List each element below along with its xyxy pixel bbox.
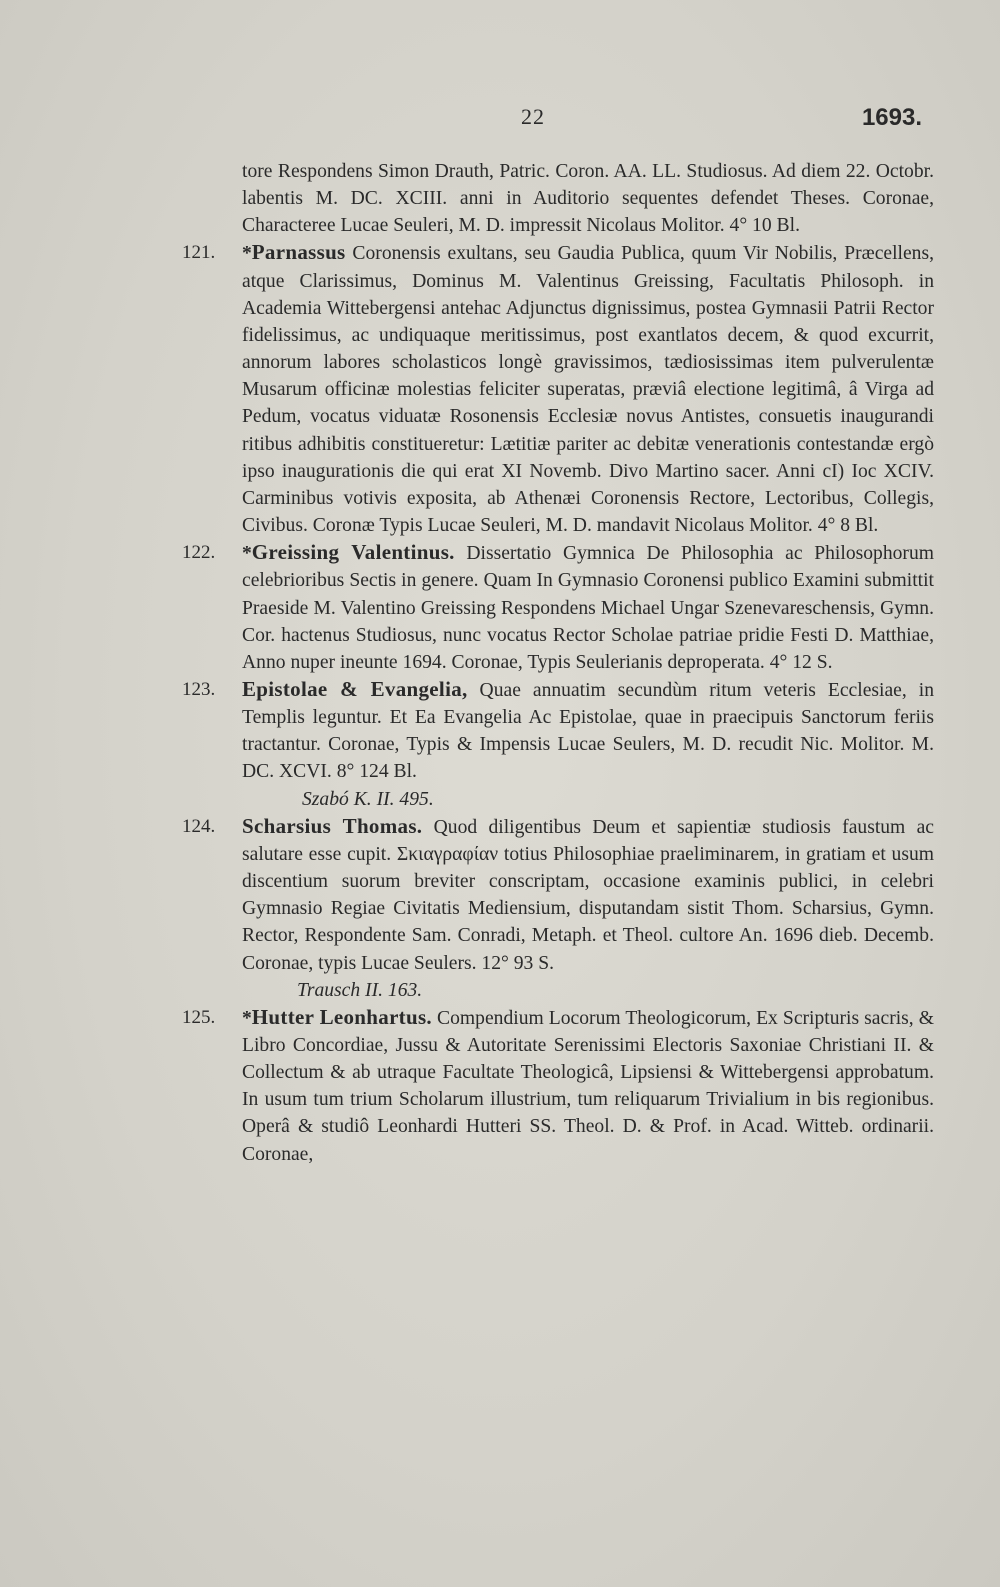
entry-reference: Szabó K. II. 495. xyxy=(302,788,434,810)
entry-text: Quae annuatim secundùm ritum veteris Ecclesiae, in Templis leguntur. Et Ea Evangelia Ac Epistolae, quae in praecipuis Sanctorum feriis tractantur. Coronae, Typis & Impensis Lucae Seulers, M. D. recudit Nic. Molitor. M. DC. XCVI. 8° 124 Bl. xyxy=(242,679,934,783)
entry-121 xyxy=(182,239,934,539)
entry-number: 125. xyxy=(182,1006,216,1028)
entry-text: Compendium Locorum Theologicorum, Ex Scripturis sacris, & Libro Concordiae, Jussu & Autoritate Serenissimi Electoris Saxoniae Christiani II. & Collectum & ab utraque Facultate Theologicâ, Lipsiensi & Wittebergensi approbatum. In usum tum trium Scholarum illustrium, tum reliquarum Trivialium in bis regionibus. Operâ & studiô Leonhardi Hutteri SS. Theol. D. & Prof. in Acad. Witteb. ordinarii. Coronae, xyxy=(242,1007,934,1165)
entry-text: Coronensis exultans, seu Gaudia Publica, quum Vir Nobilis, Præcellens, atque Clarissimus, Dominus M. Valentinus Greissing, Facultatis Philosoph. in Academia Wittebergensi antehac Adjunctus dignissimus, postea Gymnasii Patrii Rector fidelissimus, ac undiquaque meritissimus, post exantlatos decem, & quod excurrit, annorum labores scholasticos longè gravissimos, tædiosissimas item pulverulentæ Musarum officinæ molestias feliciter superatas, præviâ electione legitimâ, â Virga ad Pedum, vocatus viduatæ Rosonensis Ecclesiæ novus Antistes, consuetis inaugurandi ritibus adhibitis constitueretur: Lætitiæ pariter ac debitæ venerationis contestandæ ergò ipso inaugurationis die qui erat XI Novemb. Divo Martino sacer. Anni cI) Ioc XCIV. Carminibus votivis exposita, ab Athenæi Coronensis Rectore, Lectoribus, Collegis, Civibus. Coronæ Typis Lucae Seuleri, M. D. mandavit Nicolaus Molitor. 4° 8 Bl. xyxy=(242,243,934,537)
entry-123 xyxy=(182,676,934,813)
entry-heading: Greissing Valentinus. xyxy=(251,540,455,565)
entry-heading: Scharsius Thomas. xyxy=(242,813,423,838)
entry-number: 121. xyxy=(182,242,216,264)
page-year: 1693. xyxy=(861,104,922,131)
entry-paragraph xyxy=(242,676,934,786)
entry-number: 123. xyxy=(182,678,216,700)
body-text xyxy=(182,158,934,1168)
entry-text: Dissertatio Gymnica De Philosophia ac Philosophorum celebrioribus Sectis in genere. Quam In Gymnasio Coronensi publico Examini submittit Praeside M. Valentino Greissing Respondens Michael Ungar Szenevareschensis, Gymn. Cor. hactenus Studiosus, nunc vocatus Rector Scholae patriae pridie Festi D. Matthiae, Anno nuper ineunte 1694. Coronae, Typis Seulerianis deproperata. 4° 12 S. xyxy=(242,543,934,673)
entry-paragraph xyxy=(242,239,934,539)
entry-number: 122. xyxy=(182,542,216,564)
asterisk-marker: * xyxy=(242,543,252,565)
entry-124 xyxy=(182,813,934,1004)
page-header xyxy=(0,104,1000,140)
entry-125 xyxy=(182,1004,934,1168)
asterisk-marker: * xyxy=(242,1007,252,1029)
entry-heading: Epistolae & Evangelia, xyxy=(242,676,468,701)
entry-paragraph xyxy=(242,539,934,676)
page-number: 22 xyxy=(521,104,545,129)
asterisk-marker: * xyxy=(242,243,252,265)
entry-number: 124. xyxy=(182,815,216,837)
entry-122 xyxy=(182,539,934,676)
entry-text: Quod diligentibus Deum et sapientiæ studiosis faustum ac salutare esse cupit. Σκιαγραφίαν totius Philosophiae praeliminarem, in gratiam et usum discentium suorum breviter conscriptam, occasione examinis publici, in celebri Gymnasio Regiae Civitatis Mediensium, disputandam sistit Thom. Scharsius, Gymn. Rector, Respondente Sam. Conradi, Metaph. et Theol. cultore An. 1696 dieb. Decemb. Coronae, typis Lucae Seulers. 12° 93 S. xyxy=(242,816,934,974)
entry-paragraph xyxy=(242,1004,934,1168)
entry-heading: Hutter Leonhartus. xyxy=(251,1004,432,1029)
continuation-paragraph: tore Respondens Simon Drauth, Patric. Coron. AA. LL. Studiosus. Ad diem 22. Octobr. labentis M. DC. XCIII. anni in Auditorio sequentes defendet Theses. Coronae, Characteree Lucae Seuleri, M. D. impressit Nicolaus Molitor. 4° 10 Bl. xyxy=(242,161,934,237)
entry-heading: Parnassus xyxy=(251,240,346,265)
entry-paragraph xyxy=(242,813,934,977)
entry-reference: Trausch II. 163. xyxy=(297,979,423,1001)
